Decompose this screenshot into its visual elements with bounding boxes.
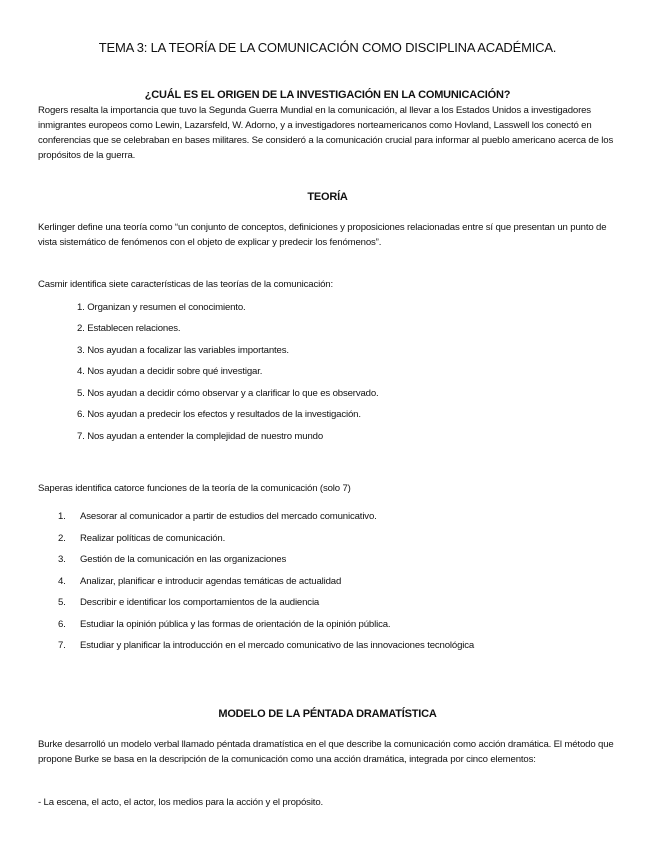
list-item: 6. Estudiar la opinión pública y las formas de orientación de la opinión pública.: [58, 619, 391, 630]
list-item: 5. Nos ayudan a decidir cómo observar y a clarificar lo que es observado.: [77, 388, 379, 399]
list-item: 2. Realizar políticas de comunicación.: [58, 533, 226, 544]
section-heading-pentada: MODELO DE LA PÉNTADA DRAMATÍSTICA: [218, 708, 437, 720]
list-item: 1. Organizan y resumen el conocimiento.: [77, 302, 246, 313]
pentada-elements: - La escena, el acto, el actor, los medios para la acción y el propósito.: [38, 797, 324, 808]
list-item: 7. Nos ayudan a entender la complejidad de nuestro mundo: [77, 431, 324, 442]
paragraph-burke: Burke desarrolló un modelo verbal llamado péntada dramatística en el que describe la comunicación como acción dramática. El método que propone Burke se basa en la descripción de la comunicación como una acción dramática, integrada por cinco elementos:: [38, 739, 614, 765]
list-item: 4. Analizar, planificar e introducir agendas temáticas de actualidad: [58, 576, 342, 587]
list-item: 2. Establecen relaciones.: [77, 323, 181, 334]
paragraph-kerlinger: Kerlinger define una teoría como “un conjunto de conceptos, definiciones y proposiciones relacionadas entre sí que presentan un punto de vista sistemático de fenómenos con el objeto de explicar y predecir los fenómenos”.: [38, 222, 607, 248]
saperas-intro: Saperas identifica catorce funciones de la teoría de la comunicación (solo 7): [38, 483, 351, 494]
section-heading-origin: ¿CUÁL ES EL ORIGEN DE LA INVESTIGACIÓN EN LA COMUNICACIÓN?: [144, 89, 511, 101]
casmir-intro: Casmir identifica siete características de las teorías de la comunicación:: [38, 279, 333, 290]
list-item: 7. Estudiar y planificar la introducción en el mercado comunicativo de las innovaciones tecnológica: [58, 640, 475, 651]
list-item: 5. Describir e identificar los comportamientos de la audiencia: [58, 597, 320, 608]
list-item: 1. Asesorar al comunicador a partir de estudios del mercado comunicativo.: [58, 511, 377, 522]
document-title: TEMA 3: LA TEORÍA DE LA COMUNICACIÓN COMO DISCIPLINA ACADÉMICA.: [98, 40, 557, 55]
list-item: 3. Gestión de la comunicación en las organizaciones: [58, 554, 287, 565]
list-item: 3. Nos ayudan a focalizar las variables importantes.: [77, 345, 289, 356]
list-item: 6. Nos ayudan a predecir los efectos y resultados de la investigación.: [77, 409, 361, 420]
list-item: 4. Nos ayudan a decidir sobre qué investigar.: [77, 366, 263, 377]
section-heading-teoria: TEORÍA: [307, 191, 348, 203]
paragraph-rogers: Rogers resalta la importancia que tuvo la Segunda Guerra Mundial en la comunicación, al llevar a los Estados Unidos a investigadores inmigrantes europeos como Lewin, Lazarsfeld, W. Adorno, y a investigadores norteamericanos como Hovland, Lasswell los conectó en conferencias que se celebraban en bases militares. Se consideró a la comunicación crucial para informar al pueblo americano acerca de los propósitos de la guerra.: [38, 105, 614, 161]
